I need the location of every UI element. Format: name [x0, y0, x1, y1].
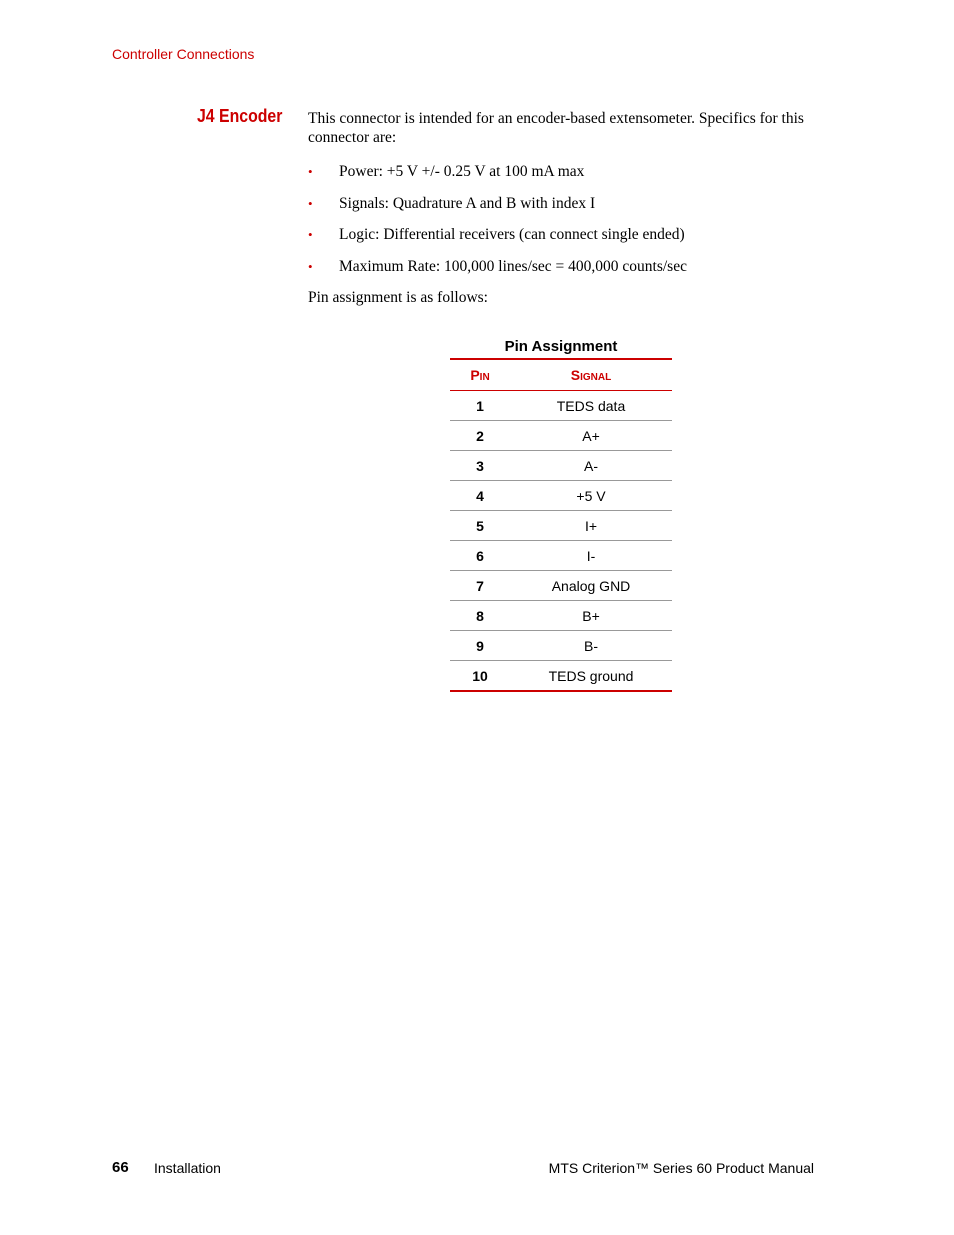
- bullet-icon: •: [308, 164, 313, 179]
- list-item: [308, 225, 818, 257]
- pin-cell: 8: [450, 601, 510, 631]
- section-title: J4 Encoder: [197, 106, 283, 126]
- table-row: [450, 601, 672, 631]
- list-item-text: Maximum Rate: 100,000 lines/sec = 400,000 counts/sec: [339, 257, 687, 275]
- bullet-icon: •: [308, 195, 313, 211]
- table-row: [450, 571, 672, 601]
- signal-cell: TEDS ground: [548, 667, 634, 684]
- pin-cell: 6: [450, 541, 510, 571]
- table-row: [450, 481, 672, 511]
- signal-cell: I-: [510, 541, 672, 571]
- signal-cell: Analog GND: [510, 571, 672, 601]
- pin-cell: 10: [472, 667, 488, 684]
- signal-cell: A+: [510, 421, 672, 451]
- list-item-text: Power: +5 V +/- 0.25 V at 100 mA max: [339, 163, 585, 180]
- table-row: [450, 451, 672, 481]
- table-row: [450, 391, 672, 421]
- section-body: [308, 109, 818, 306]
- signal-cell: B+: [510, 601, 672, 631]
- table-row: [450, 541, 672, 571]
- pin-cell: 9: [450, 631, 510, 661]
- spec-list: [308, 162, 818, 288]
- bullet-icon: •: [308, 227, 313, 242]
- column-header-pin: Pin: [450, 359, 510, 391]
- pin-cell: 7: [450, 571, 510, 601]
- list-item: [308, 194, 818, 226]
- signal-cell: B-: [510, 631, 672, 661]
- chapter-name: Installation: [154, 1160, 221, 1176]
- table-caption: Pin Assignment: [504, 338, 618, 355]
- page-number: 66: [112, 1159, 129, 1176]
- table-header-row: [450, 359, 672, 391]
- pin-cell: 3: [450, 451, 510, 481]
- list-item-text: Signals: Quadrature A and B with index I: [339, 194, 596, 212]
- pin-cell: 2: [450, 421, 510, 451]
- signal-cell: I+: [510, 511, 672, 541]
- signal-cell: +5 V: [510, 481, 672, 511]
- list-item: [308, 257, 818, 289]
- signal-cell: A-: [510, 451, 672, 481]
- manual-title: MTS Criterion™ Series 60 Product Manual: [548, 1160, 814, 1176]
- running-head: Controller Connections: [112, 46, 255, 62]
- pin-assignment-table: [450, 358, 672, 692]
- bullet-icon: •: [308, 258, 313, 274]
- table-row: [450, 631, 672, 661]
- intro-paragraph: This connector is intended for an encoder-based extensometer. Specifics for this connector are:: [308, 110, 804, 146]
- table-row: [450, 661, 672, 692]
- pin-cell: 1: [450, 391, 510, 421]
- list-item: [308, 162, 818, 194]
- column-header-signal: Signal: [510, 359, 672, 391]
- outro-paragraph: Pin assignment is as follows:: [308, 289, 488, 306]
- table-row: [450, 421, 672, 451]
- pin-cell: 5: [450, 511, 510, 541]
- pin-cell: 4: [450, 481, 510, 511]
- table-row: [450, 511, 672, 541]
- signal-cell: TEDS data: [510, 391, 672, 421]
- list-item-text: Logic: Differential receivers (can connect single ended): [339, 226, 685, 243]
